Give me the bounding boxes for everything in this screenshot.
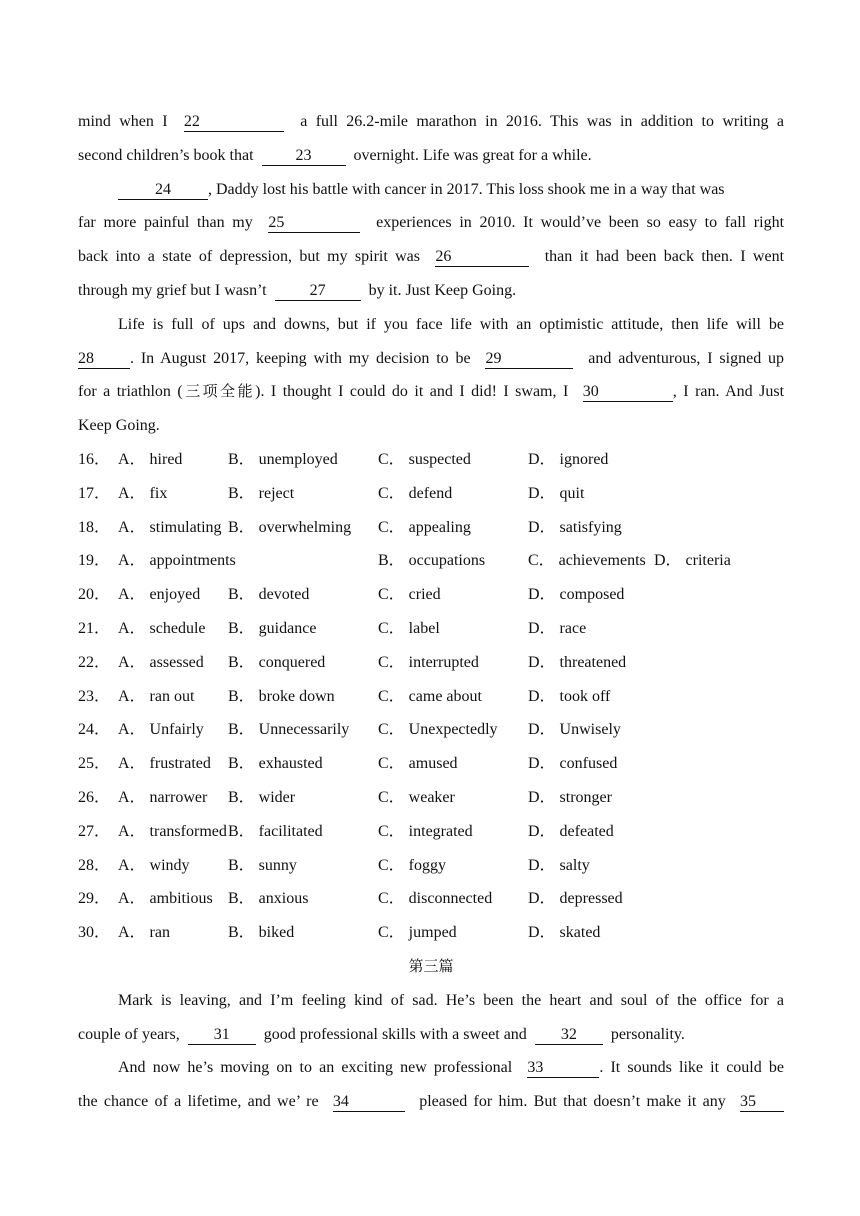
question-row: [78, 781, 784, 815]
option-c: C． amused: [378, 755, 458, 773]
option-d: D． took off: [528, 687, 611, 705]
passage-text: Keep Going.: [78, 417, 160, 435]
option-b: B． occupations: [378, 552, 486, 570]
option-c: C． appealing: [378, 518, 471, 536]
passage-text: Mark is leaving, and I’m feeling kind of sad. He’s been the heart and soul of the office for a: [118, 991, 784, 1009]
passage-text: back into a state of depression, but my spirit was: [78, 248, 421, 266]
option-c: C． interrupted: [378, 653, 479, 671]
option-b: B． facilitated: [228, 822, 323, 840]
option-d: D． race: [528, 619, 587, 637]
option-b: B． conquered: [228, 653, 326, 671]
option-b: B． Unnecessarily: [228, 721, 350, 739]
passage-text: . In August 2017, keeping with my decision to be: [130, 349, 471, 367]
option-a: A． assessed: [118, 653, 204, 671]
option-b: B． guidance: [228, 619, 317, 637]
option-b: B． broke down: [228, 687, 335, 705]
question-number: 29．: [78, 890, 111, 908]
passage-text: , I ran. And Just: [672, 383, 785, 401]
option-d: D． confused: [528, 755, 618, 773]
passage-line: [78, 139, 784, 173]
option-b: B． devoted: [228, 586, 310, 604]
passage-line: [78, 105, 784, 139]
option-d: D． criteria: [654, 552, 731, 570]
section-heading-text: 第三篇: [408, 956, 454, 975]
option-a: A． Unfairly: [118, 721, 204, 739]
passage-text: overnight. Life was great for a while.: [353, 146, 592, 164]
option-a: A． windy: [118, 856, 190, 874]
passage-line: [78, 375, 784, 409]
passage-line: [78, 342, 784, 376]
question-number: 18．: [78, 518, 111, 536]
question-row: [78, 815, 784, 849]
passage-text: the chance of a lifetime, and we’ re: [78, 1093, 319, 1111]
question-row: [78, 612, 784, 646]
option-a: A． fix: [118, 484, 168, 502]
passage-text: , Daddy lost his battle with cancer in 2017. This loss shook me in a way that was: [208, 180, 725, 198]
option-d: D． quit: [528, 484, 585, 502]
passage-line: [78, 1051, 784, 1085]
section-heading: [78, 950, 784, 984]
passage-text: Life is full of ups and downs, but if you face life with an optimistic attitude, then life will be: [118, 315, 784, 333]
option-d: D． depressed: [528, 890, 623, 908]
answer-blank-33: 33: [527, 1059, 599, 1078]
question-row: [78, 511, 784, 545]
question-row: [78, 882, 784, 916]
passage-text: for a triathlon (: [78, 383, 183, 401]
passage-text: through my grief but I wasn’t: [78, 281, 267, 299]
option-a: A． ran out: [118, 687, 195, 705]
answer-blank-22: 22: [184, 113, 284, 132]
option-b: B． sunny: [228, 856, 297, 874]
option-b: B． exhausted: [228, 755, 323, 773]
option-c: C． foggy: [378, 856, 447, 874]
option-b: B． wider: [228, 788, 296, 806]
question-number: 20．: [78, 586, 111, 604]
passage-line: [78, 206, 784, 240]
question-list: [78, 443, 784, 950]
option-d: D． satisfying: [528, 518, 622, 536]
option-b: B． reject: [228, 484, 295, 502]
option-d: D． salty: [528, 856, 590, 874]
option-d: D． Unwisely: [528, 721, 621, 739]
question-row: [78, 680, 784, 714]
option-c: C． integrated: [378, 822, 473, 840]
answer-blank-29: 29: [485, 350, 573, 369]
passage-text: ). I thought I could do it and I did! I swam, I: [255, 383, 569, 401]
passage-text: and adventurous, I signed up: [588, 349, 785, 367]
passage-text: second children’s book that: [78, 146, 254, 164]
question-row: [78, 713, 784, 747]
passage-text: couple of years,: [78, 1025, 180, 1043]
option-c: C． Unexpectedly: [378, 721, 498, 739]
answer-blank-23: 23: [262, 147, 346, 166]
option-a: A． enjoyed: [118, 586, 201, 604]
passage-line: [78, 308, 784, 342]
question-number: 17．: [78, 484, 111, 502]
question-row: [78, 477, 784, 511]
passage-text: pleased for him. But that doesn’t make it any: [419, 1093, 726, 1111]
option-c: C． weaker: [378, 788, 455, 806]
question-row: [78, 747, 784, 781]
question-number: 16．: [78, 450, 111, 468]
question-number: 23．: [78, 687, 111, 705]
passage-line: [78, 1085, 784, 1119]
passage-line: [78, 173, 784, 207]
question-number: 28．: [78, 856, 111, 874]
answer-blank-35: 35: [740, 1093, 784, 1112]
answer-blank-31: 31: [188, 1026, 256, 1045]
option-d: D． ignored: [528, 450, 609, 468]
question-number: 19．: [78, 552, 111, 570]
passage-text: . It sounds like it could be: [599, 1059, 785, 1077]
option-d: D． stronger: [528, 788, 612, 806]
option-c: C． cried: [378, 586, 441, 604]
answer-blank-25: 25: [268, 214, 360, 233]
question-row: [78, 443, 784, 477]
option-d: D． defeated: [528, 822, 614, 840]
passage-line: [78, 1018, 784, 1052]
passage-line: [78, 274, 784, 308]
option-b: B． biked: [228, 924, 295, 942]
option-c: C． achievements: [528, 552, 646, 570]
question-row: [78, 849, 784, 883]
answer-blank-24: 24: [118, 181, 208, 200]
option-a: A． transformed: [118, 822, 227, 840]
option-a: A． schedule: [118, 619, 206, 637]
question-number: 30．: [78, 924, 111, 942]
answer-blank-27: 27: [275, 282, 361, 301]
option-c: C． came about: [378, 687, 482, 705]
question-row: [78, 916, 784, 950]
question-number: 22．: [78, 653, 111, 671]
option-a: A． stimulating: [118, 518, 222, 536]
option-d: D． threatened: [528, 653, 627, 671]
option-b: B． overwhelming: [228, 518, 352, 536]
option-a: A． hired: [118, 450, 183, 468]
passage-text: personality.: [610, 1025, 685, 1043]
option-b: B． anxious: [228, 890, 309, 908]
answer-blank-32: 32: [535, 1026, 603, 1045]
passage-text: a full 26.2-mile marathon in 2016. This was in addition to writing a: [300, 113, 785, 130]
option-d: D． composed: [528, 586, 625, 604]
question-number: 27．: [78, 822, 111, 840]
passage-text: good professional skills with a sweet and: [263, 1025, 527, 1043]
question-row: [78, 578, 784, 612]
answer-blank-30: 30: [583, 383, 673, 402]
option-b: B． unemployed: [228, 450, 338, 468]
passage-text: by it. Just Keep Going.: [368, 281, 517, 299]
passage-text: And now he’s moving on to an exciting new professional: [118, 1059, 513, 1077]
option-c: C． jumped: [378, 924, 457, 942]
passage-text: mind when I: [78, 113, 168, 130]
passage-text: experiences in 2010. It would’ve been so easy to fall right: [376, 214, 785, 232]
option-a: A． frustrated: [118, 755, 211, 773]
passage-line: [78, 984, 784, 1018]
option-c: C． label: [378, 619, 440, 637]
question-number: 24．: [78, 721, 111, 739]
passage-text: than it had been back then. I went: [544, 248, 785, 266]
chinese-gloss: 三项全能: [182, 382, 256, 401]
option-a: A． appointments: [118, 552, 236, 570]
answer-blank-26: 26: [435, 248, 529, 267]
answer-blank-34: 34: [333, 1093, 405, 1112]
question-number: 26．: [78, 788, 111, 806]
question-row: [78, 544, 784, 578]
answer-blank-28: 28: [78, 350, 130, 369]
option-a: A． narrower: [118, 788, 208, 806]
option-c: C． defend: [378, 484, 453, 502]
option-d: D． skated: [528, 924, 601, 942]
option-c: C． suspected: [378, 450, 471, 468]
passage-line: [78, 240, 784, 274]
question-number: 25．: [78, 755, 111, 773]
option-a: A． ambitious: [118, 890, 213, 908]
option-a: A． ran: [118, 924, 170, 942]
passage-line: [78, 409, 784, 443]
option-c: C． disconnected: [378, 890, 493, 908]
passage-text: far more painful than my: [78, 214, 253, 232]
document-page: [78, 105, 784, 1119]
question-row: [78, 646, 784, 680]
question-number: 21．: [78, 619, 111, 637]
